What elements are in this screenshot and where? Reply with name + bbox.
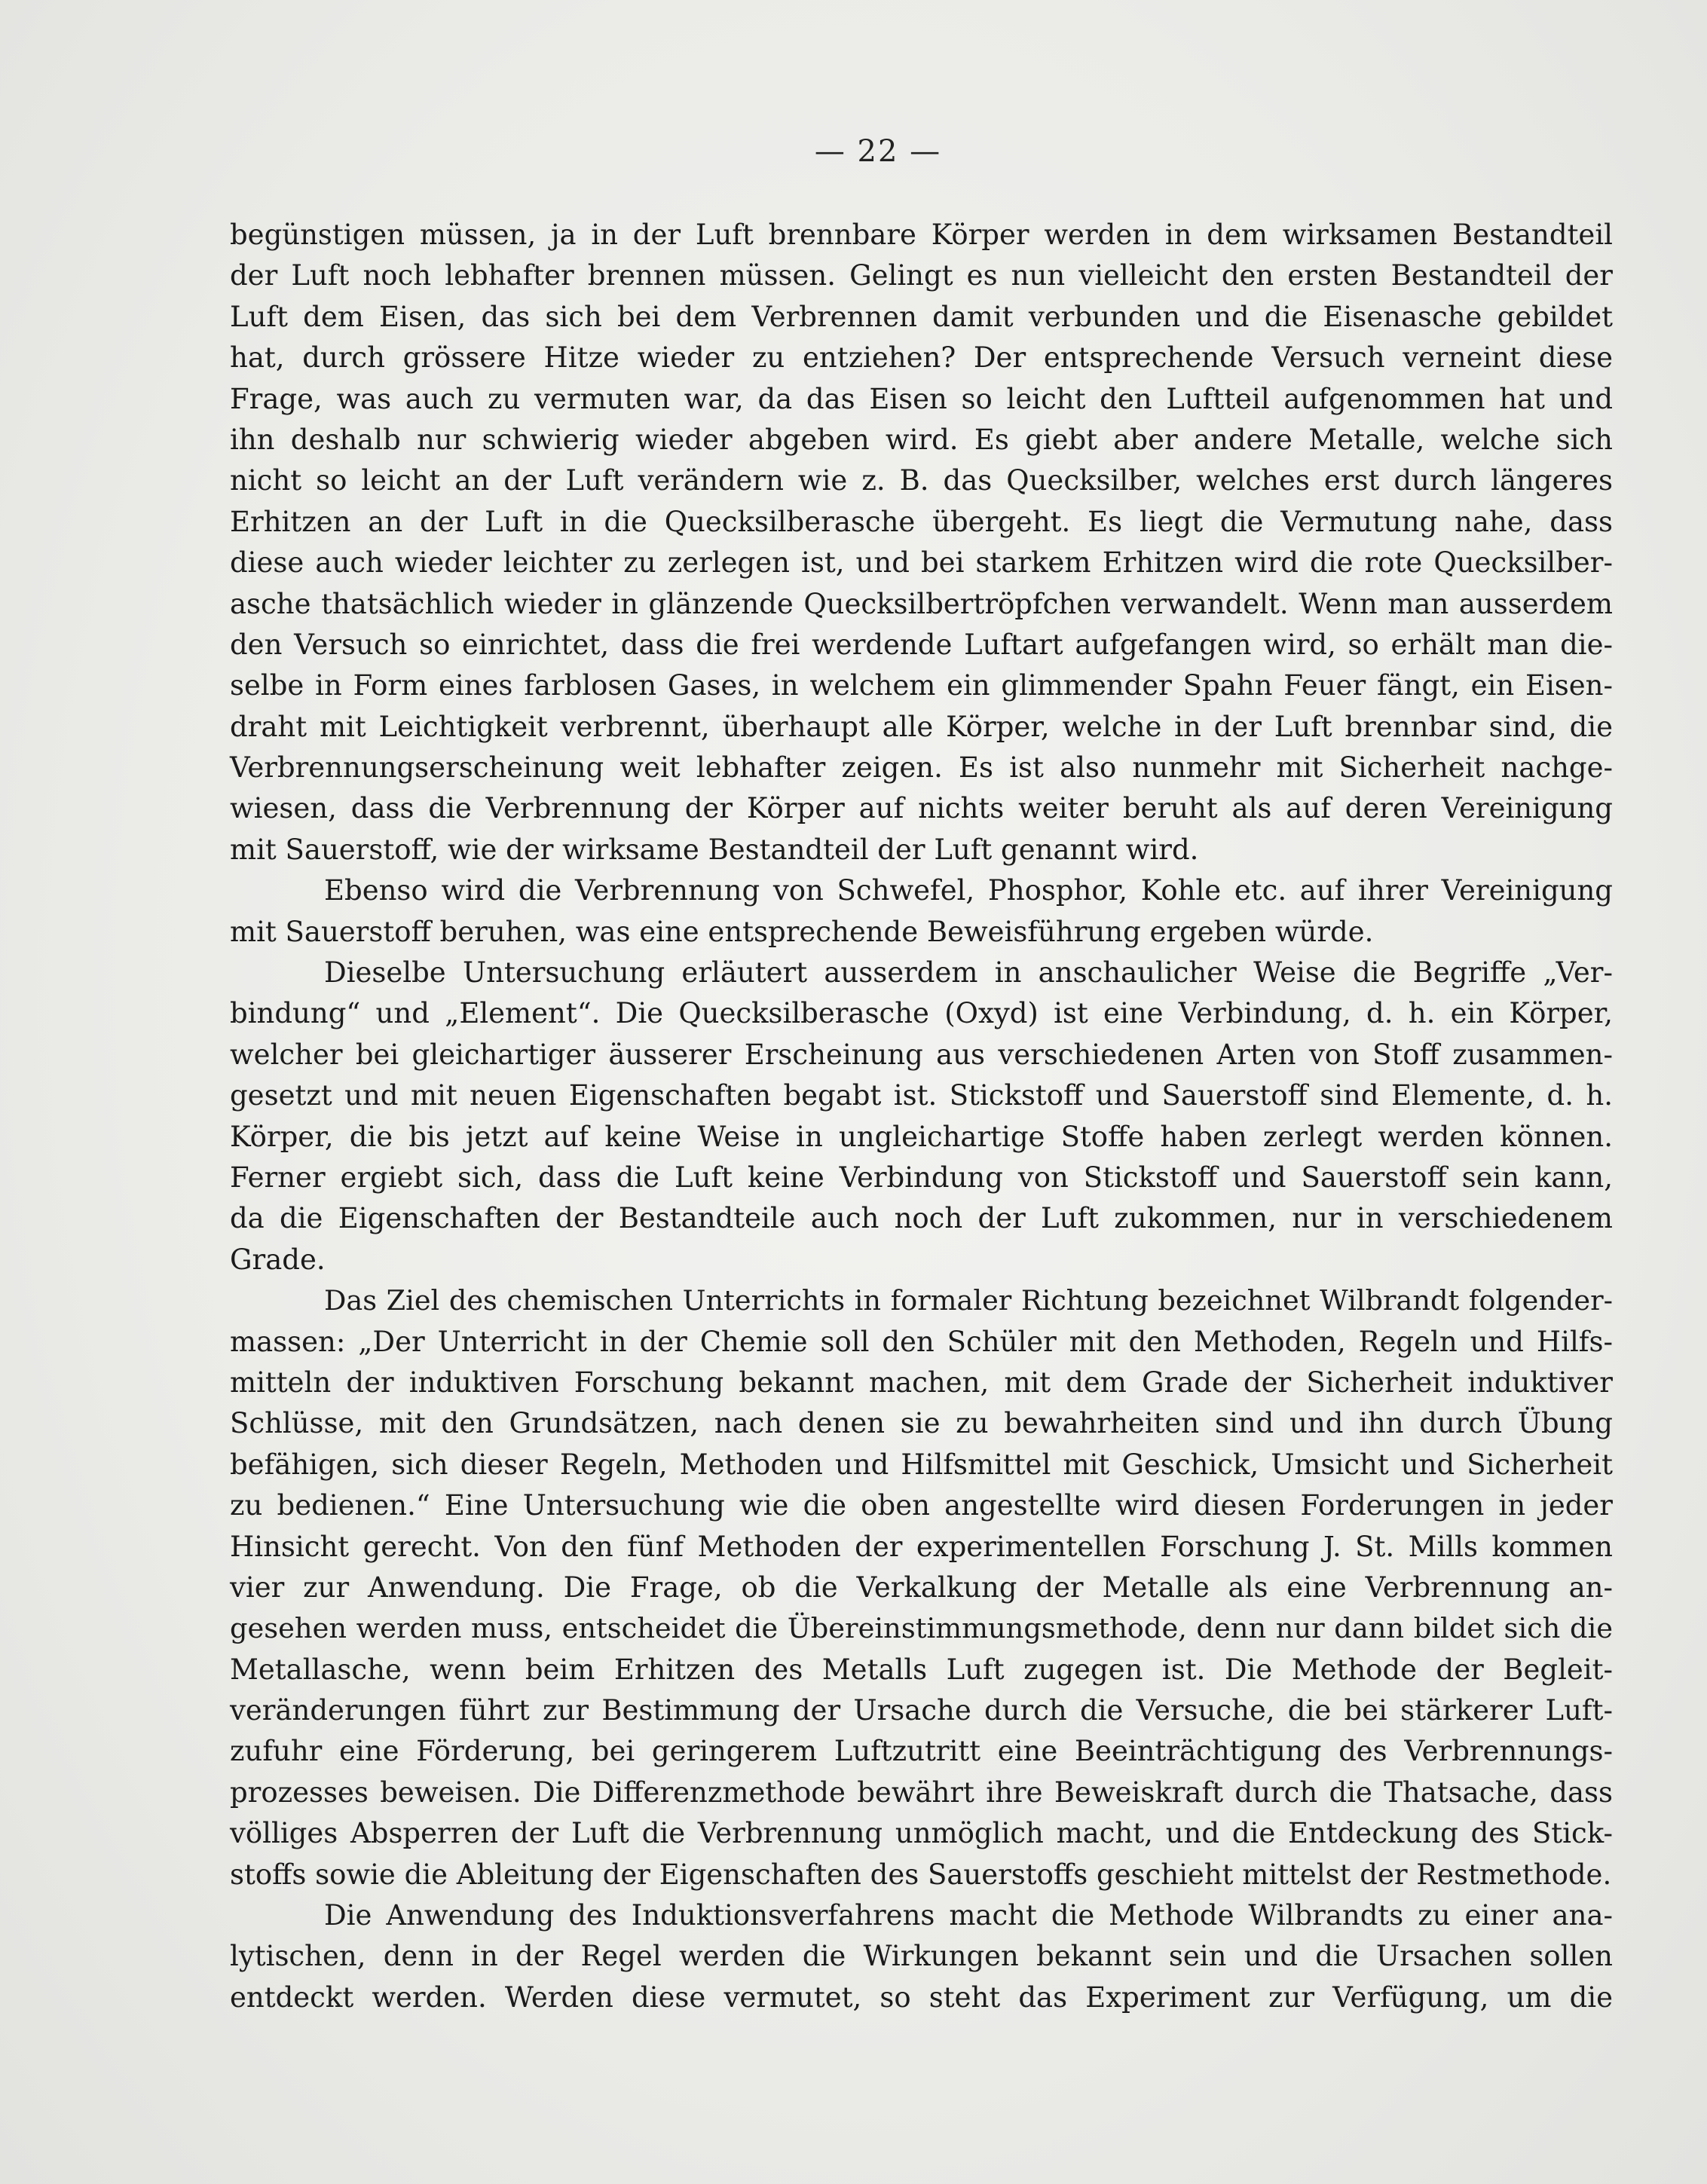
text-line: Luft dem Eisen, das sich bei dem Verbrennen damit verbunden und die Eisenasche gebildet [230, 300, 1613, 333]
text-line: nicht so leicht an der Luft verändern wie z. B. das Quecksilber, welches erst durch längeres [230, 464, 1613, 497]
text-line: stoffs sowie die Ableitung der Eigenschaften des Sauerstoffs geschieht mittelst der Restmethode. [230, 1858, 1612, 1891]
text-line: lytischen, denn in der Regel werden die Wirkungen bekannt sein und die Ursachen sollen [230, 1940, 1613, 1973]
text-line: draht mit Leichtigkeit verbrennt, überhaupt alle Körper, welche in der Luft brennbar sind, die [230, 710, 1613, 743]
text-line: bindung“ und „Element“. Die Quecksilberasche (Oxyd) ist eine Verbindung, d. h. ein Körper, [230, 997, 1613, 1030]
text-line: selbe in Form eines farblosen Gases, in welchem ein glimmender Spahn Feuer fängt, ein Eisen- [230, 669, 1613, 702]
text-line: Körper, die bis jetzt auf keine Weise in ungleichartige Stoffe haben zerlegt werden können. [230, 1120, 1613, 1153]
text-line: prozesses beweisen. Die Differenzmethode bewährt ihre Beweiskraft durch die Thatsache, dass [230, 1776, 1613, 1809]
body-text [230, 215, 1613, 2018]
text-line: begünstigen müssen, ja in der Luft brennbare Körper werden in dem wirksamen Bestandteil [230, 219, 1613, 251]
text-line: gesehen werden muss, entscheidet die Übereinstimmungsmethode, denn nur dann bildet sich die [230, 1612, 1613, 1645]
text-line: ihn deshalb nur schwierig wieder abgeben wird. Es giebt aber andere Metalle, welche sich [230, 423, 1613, 456]
text-line: mitteln der induktiven Forschung bekannt machen, mit dem Grade der Sicherheit induktiver [230, 1366, 1613, 1399]
text-line: asche thatsächlich wieder in glänzende Quecksilbertröpfchen verwandelt. Wenn man ausserdem [230, 587, 1613, 620]
text-line: diese auch wieder leichter zu zerlegen ist, und bei starkem Erhitzen wird die rote Quecksilber- [230, 546, 1613, 580]
text-line: Frage, was auch zu vermuten war, da das Eisen so leicht den Luftteil aufgenommen hat und [230, 382, 1613, 415]
text-line: mit Sauerstoff beruhen, was eine entsprechende Beweisführung ergeben würde. [230, 915, 1374, 948]
text-line: vier zur Anwendung. Die Frage, ob die Verkalkung der Metalle als eine Verbrennung an- [230, 1571, 1613, 1604]
text-line: veränderungen führt zur Bestimmung der Ursache durch die Versuche, die bei stärkerer Luft- [230, 1694, 1613, 1727]
text-line: entdeckt werden. Werden diese vermutet, so steht das Experiment zur Verfügung, um die [230, 1981, 1613, 2014]
text-line: den Versuch so einrichtet, dass die frei werdende Luftart aufgefangen wird, so erhält man die- [230, 628, 1613, 661]
text-line: gesetzt und mit neuen Eigenschaften begabt ist. Stickstoff und Sauerstoff sind Elemente, d. h. [230, 1079, 1613, 1112]
text-line: wiesen, dass die Verbrennung der Körper auf nichts weiter beruht als auf deren Vereinigung [230, 792, 1613, 825]
text-line: Metallasche, wenn beim Erhitzen des Metalls Luft zugegen ist. Die Methode der Begleit- [230, 1653, 1613, 1686]
text-line: Ferner ergiebt sich, dass die Luft keine Verbindung von Stickstoff und Sauerstoff sein kann, [230, 1161, 1613, 1194]
text-line: Grade. [230, 1243, 326, 1276]
text-line: da die Eigenschaften der Bestandteile auch noch der Luft zukommen, nur in verschiedenem [230, 1202, 1613, 1235]
text-line: Verbrennungserscheinung weit lebhafter zeigen. Es ist also nunmehr mit Sicherheit nachge- [230, 751, 1613, 785]
text-line: der Luft noch lebhafter brennen müssen. Gelingt es nun vielleicht den ersten Bestandteil der [230, 259, 1613, 292]
text-line: hat, durch grössere Hitze wieder zu entziehen? Der entsprechende Versuch verneint diese [230, 341, 1613, 375]
text-line: massen: „Der Unterricht in der Chemie soll den Schüler mit den Methoden, Regeln und Hilfs- [230, 1325, 1613, 1358]
text-line: Hinsicht gerecht. Von den fünf Methoden der experimentellen Forschung J. St. Mills kommen [230, 1530, 1613, 1563]
text-line: Schlüsse, mit den Grundsätzen, nach denen sie zu bewahrheiten sind und ihn durch Übung [230, 1407, 1613, 1440]
page-number: — 22 — [814, 134, 942, 169]
text-line: befähigen, sich dieser Regeln, Methoden und Hilfsmittel mit Geschick, Umsicht und Sicherheit [230, 1448, 1613, 1481]
text-line: Dieselbe Untersuchung erläutert ausserdem in anschaulicher Weise die Begriffe „Ver- [324, 956, 1613, 990]
text-line: Ebenso wird die Verbrennung von Schwefel, Phosphor, Kohle etc. auf ihrer Vereinigung [324, 874, 1613, 907]
text-line: völliges Absperren der Luft die Verbrennung unmöglich macht, und die Entdeckung des Stick- [230, 1817, 1613, 1850]
text-line: mit Sauerstoff, wie der wirksame Bestandteil der Luft genannt wird. [230, 833, 1199, 866]
text-line: Die Anwendung des Induktionsverfahrens macht die Methode Wilbrandts zu einer ana- [324, 1899, 1613, 1932]
text-line: Erhitzen an der Luft in die Quecksilberasche übergeht. Es liegt die Vermutung nahe, dass [230, 505, 1613, 538]
text-line: Das Ziel des chemischen Unterrichts in formaler Richtung bezeichnet Wilbrandt folgender- [324, 1284, 1613, 1317]
text-line: welcher bei gleichartiger äusserer Erscheinung aus verschiedenen Arten von Stoff zusammen- [230, 1038, 1613, 1071]
text-line: zu bedienen.“ Eine Untersuchung wie die oben angestellte wird diesen Forderungen in jeder [230, 1489, 1613, 1522]
text-line: zufuhr eine Förderung, bei geringerem Luftzutritt eine Beeinträchtigung des Verbrennungs- [230, 1735, 1613, 1768]
